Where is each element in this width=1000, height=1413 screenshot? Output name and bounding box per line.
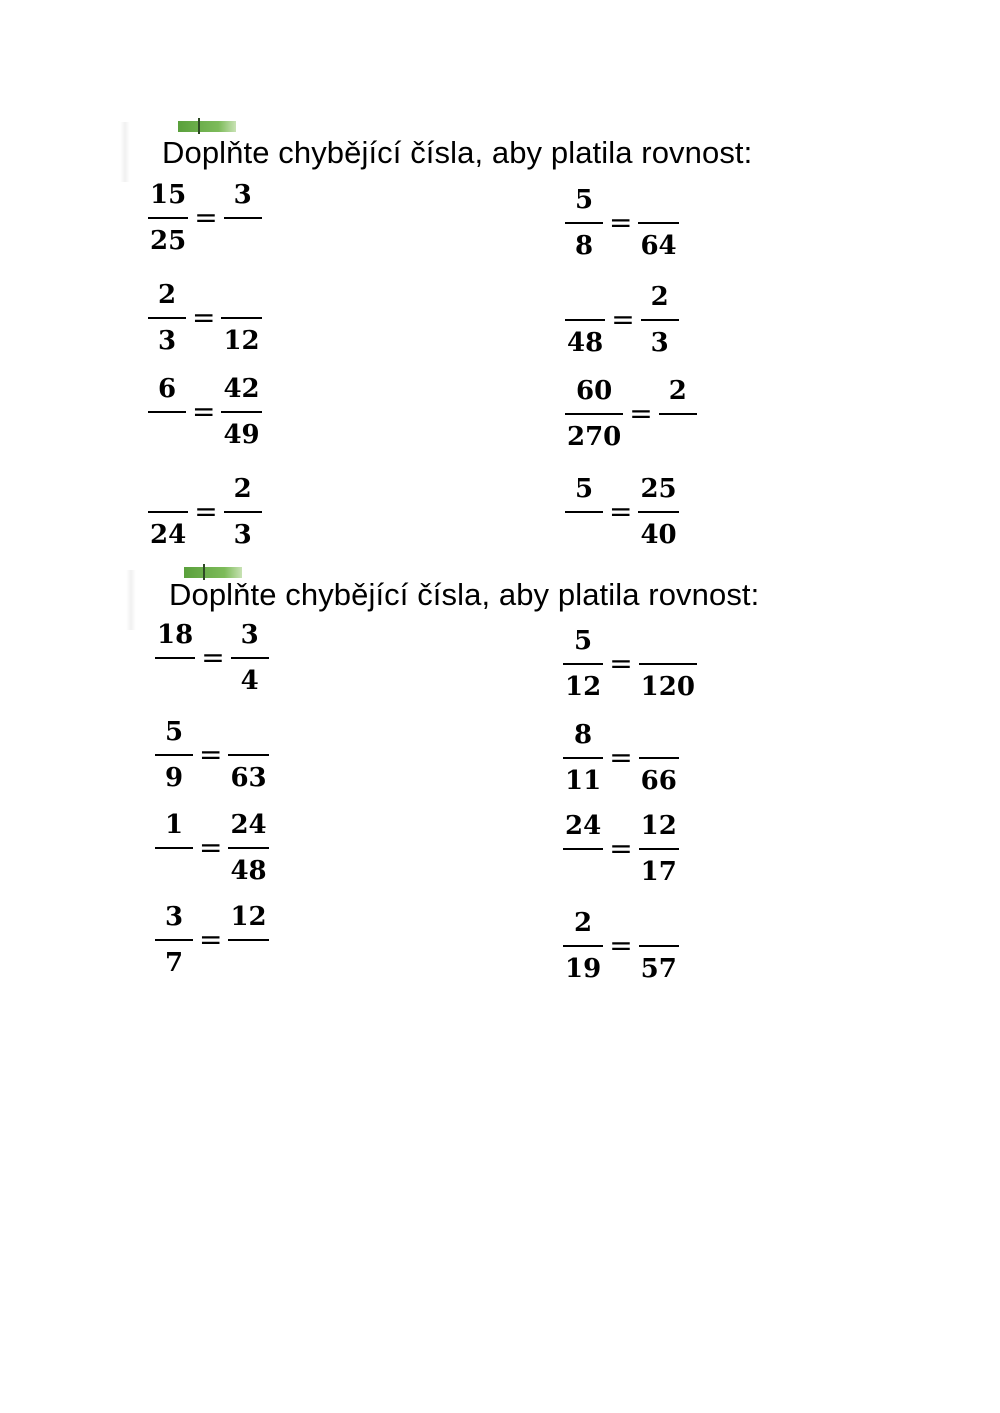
denominator[interactable]: 270: [567, 422, 622, 452]
fraction-equation: [155, 900, 269, 980]
fraction-b: [231, 618, 269, 698]
numerator[interactable]: 12: [230, 902, 267, 932]
denominator[interactable]: 40: [640, 520, 677, 550]
denominator[interactable]: 8: [574, 231, 594, 261]
scan-edge-shade: [120, 122, 130, 182]
numerator[interactable]: 24: [230, 810, 267, 840]
fraction-bar: [148, 511, 188, 513]
fraction-equation: [155, 618, 269, 698]
denominator[interactable]: [230, 946, 268, 980]
fraction-b: [639, 906, 679, 986]
fraction-a: [563, 906, 603, 986]
fraction-bar: [565, 511, 603, 513]
denominator[interactable]: 17: [640, 857, 677, 887]
denominator[interactable]: 66: [640, 766, 677, 796]
fraction-a: [563, 718, 603, 798]
denominator[interactable]: 12: [223, 326, 260, 356]
fraction-bar: [155, 847, 193, 849]
numerator[interactable]: 5: [574, 185, 594, 215]
fraction-equation: [565, 183, 679, 263]
fraction-b: [638, 472, 678, 552]
fraction-b: [228, 900, 268, 980]
numerator[interactable]: [640, 906, 678, 940]
fraction-equation: [563, 809, 679, 889]
numerator[interactable]: 8: [574, 720, 593, 750]
numerator[interactable]: [149, 472, 187, 506]
denominator[interactable]: 25: [150, 226, 187, 256]
denominator[interactable]: 9: [164, 763, 184, 793]
numerator[interactable]: [640, 183, 678, 217]
fraction-a: [148, 472, 188, 552]
denominator[interactable]: 57: [640, 954, 677, 984]
fraction-b: [638, 183, 678, 263]
fraction-bar: [638, 511, 678, 513]
fraction-a: [565, 472, 603, 552]
equals-sign: =: [609, 929, 633, 962]
fraction-bar: [231, 657, 269, 659]
equals-sign: =: [199, 923, 223, 956]
fraction-b: [639, 718, 679, 798]
fraction-b: [228, 715, 268, 795]
fraction-a: [155, 715, 193, 795]
fraction-bar: [565, 319, 605, 321]
denominator[interactable]: [659, 420, 697, 454]
fraction-b: [228, 808, 268, 888]
numerator[interactable]: 3: [233, 180, 252, 210]
fraction-b: [639, 624, 697, 704]
equals-sign: =: [609, 647, 633, 680]
equals-sign: =: [629, 397, 653, 430]
denominator[interactable]: 48: [230, 856, 267, 886]
fraction-b: [639, 809, 679, 889]
fraction-equation: [565, 280, 679, 360]
denominator[interactable]: [224, 224, 262, 258]
equals-sign: =: [199, 831, 223, 864]
numerator[interactable]: 5: [164, 717, 184, 747]
numerator[interactable]: 24: [565, 811, 602, 841]
numerator[interactable]: 42: [223, 374, 260, 404]
denominator[interactable]: 3: [157, 326, 177, 356]
fraction-bar: [565, 222, 603, 224]
numerator[interactable]: 25: [640, 474, 677, 504]
fraction-a: [148, 178, 188, 258]
denominator[interactable]: 64: [640, 231, 677, 261]
fraction-a: [565, 280, 605, 360]
numerator[interactable]: [640, 718, 678, 752]
exercise-heading: Doplňte chybějící čísla, aby platila rovnost:: [169, 577, 760, 612]
fraction-bar: [639, 663, 697, 665]
fraction-equation: [148, 372, 262, 452]
numerator[interactable]: [566, 280, 604, 314]
fraction-a: [565, 183, 603, 263]
numerator[interactable]: [223, 278, 261, 312]
fraction-bar: [563, 945, 603, 947]
denominator[interactable]: 3: [233, 520, 252, 550]
fraction-bar: [228, 754, 268, 756]
numerator[interactable]: [649, 624, 687, 658]
numerator[interactable]: 2: [233, 474, 252, 504]
fraction-a: [563, 624, 603, 704]
denominator[interactable]: [156, 664, 194, 698]
numerator[interactable]: 2: [157, 280, 177, 310]
denominator[interactable]: [148, 418, 186, 452]
fraction-bar: [228, 847, 268, 849]
denominator[interactable]: [565, 518, 603, 552]
numerator[interactable]: 15: [150, 180, 187, 210]
denominator[interactable]: 48: [567, 328, 604, 358]
numerator[interactable]: 60: [576, 376, 613, 406]
equals-sign: =: [194, 495, 218, 528]
fraction-bar: [148, 317, 186, 319]
fraction-bar: [221, 411, 261, 413]
fraction-bar: [638, 222, 678, 224]
fraction-equation: [563, 624, 697, 704]
numerator[interactable]: 2: [668, 376, 687, 406]
fraction-equation: [563, 906, 679, 986]
denominator[interactable]: [564, 855, 602, 889]
denominator[interactable]: 19: [565, 954, 602, 984]
fraction-b: [641, 280, 679, 360]
numerator[interactable]: 6: [157, 374, 177, 404]
scan-edge-shade: [126, 570, 136, 630]
denominator[interactable]: 49: [223, 420, 260, 450]
fraction-b: [659, 374, 697, 454]
fraction-a: [565, 374, 623, 454]
fraction-bar: [659, 413, 697, 415]
fraction-bar: [155, 754, 193, 756]
fraction-bar: [565, 413, 623, 415]
fraction-bar: [639, 848, 679, 850]
fraction-b: [221, 372, 261, 452]
numerator[interactable]: 3: [164, 902, 184, 932]
numerator[interactable]: 2: [650, 282, 669, 312]
fraction-bar: [563, 663, 603, 665]
accent-tick: [198, 118, 200, 134]
numerator[interactable]: 2: [574, 908, 593, 938]
fraction-bar: [148, 217, 188, 219]
numerator[interactable]: 3: [240, 620, 259, 650]
fraction-bar: [563, 848, 603, 850]
fraction-a: [148, 372, 186, 452]
numerator[interactable]: 12: [640, 811, 677, 841]
equals-sign: =: [199, 738, 223, 771]
fraction-equation: [155, 715, 269, 795]
fraction-bar: [641, 319, 679, 321]
fraction-bar: [221, 317, 261, 319]
fraction-bar: [228, 939, 268, 941]
fraction-a: [148, 278, 186, 358]
denominator[interactable]: [155, 854, 193, 888]
fraction-equation: [563, 718, 679, 798]
exercise-heading: Doplňte chybějící čísla, aby platila rovnost:: [162, 135, 753, 170]
denominator[interactable]: 120: [640, 672, 695, 702]
fraction-bar: [639, 757, 679, 759]
fraction-a: [155, 900, 193, 980]
equals-sign: =: [609, 495, 633, 528]
fraction-equation: [148, 178, 262, 258]
denominator[interactable]: 11: [565, 766, 602, 796]
fraction-bar: [155, 657, 195, 659]
denominator[interactable]: 63: [230, 763, 267, 793]
equals-sign: =: [192, 395, 216, 428]
equals-sign: =: [194, 201, 218, 234]
equals-sign: =: [201, 641, 225, 674]
equals-sign: =: [609, 741, 633, 774]
numerator[interactable]: 1: [164, 810, 184, 840]
fraction-bar: [224, 217, 262, 219]
fraction-equation: [565, 472, 679, 552]
fraction-b: [224, 472, 262, 552]
numerator[interactable]: 5: [574, 474, 594, 504]
fraction-equation: [148, 472, 262, 552]
fraction-equation: [155, 808, 269, 888]
fraction-equation: [565, 374, 697, 454]
fraction-equation: [148, 278, 262, 358]
equals-sign: =: [609, 832, 633, 865]
fraction-a: [563, 809, 603, 889]
equals-sign: =: [611, 303, 635, 336]
numerator[interactable]: 5: [574, 626, 593, 656]
fraction-bar: [224, 511, 262, 513]
equals-sign: =: [609, 206, 633, 239]
fraction-bar: [155, 939, 193, 941]
fraction-a: [155, 808, 193, 888]
equals-sign: =: [192, 301, 216, 334]
green-accent-bar: [178, 121, 236, 132]
fraction-bar: [639, 945, 679, 947]
fraction-bar: [148, 411, 186, 413]
fraction-a: [155, 618, 195, 698]
numerator[interactable]: 18: [157, 620, 194, 650]
denominator[interactable]: 12: [565, 672, 602, 702]
denominator[interactable]: 3: [650, 328, 669, 358]
denominator[interactable]: 7: [164, 948, 184, 978]
fraction-bar: [563, 757, 603, 759]
denominator[interactable]: 24: [150, 520, 187, 550]
fraction-b: [224, 178, 262, 258]
numerator[interactable]: [230, 715, 268, 749]
fraction-b: [221, 278, 261, 358]
denominator[interactable]: 4: [240, 666, 259, 696]
